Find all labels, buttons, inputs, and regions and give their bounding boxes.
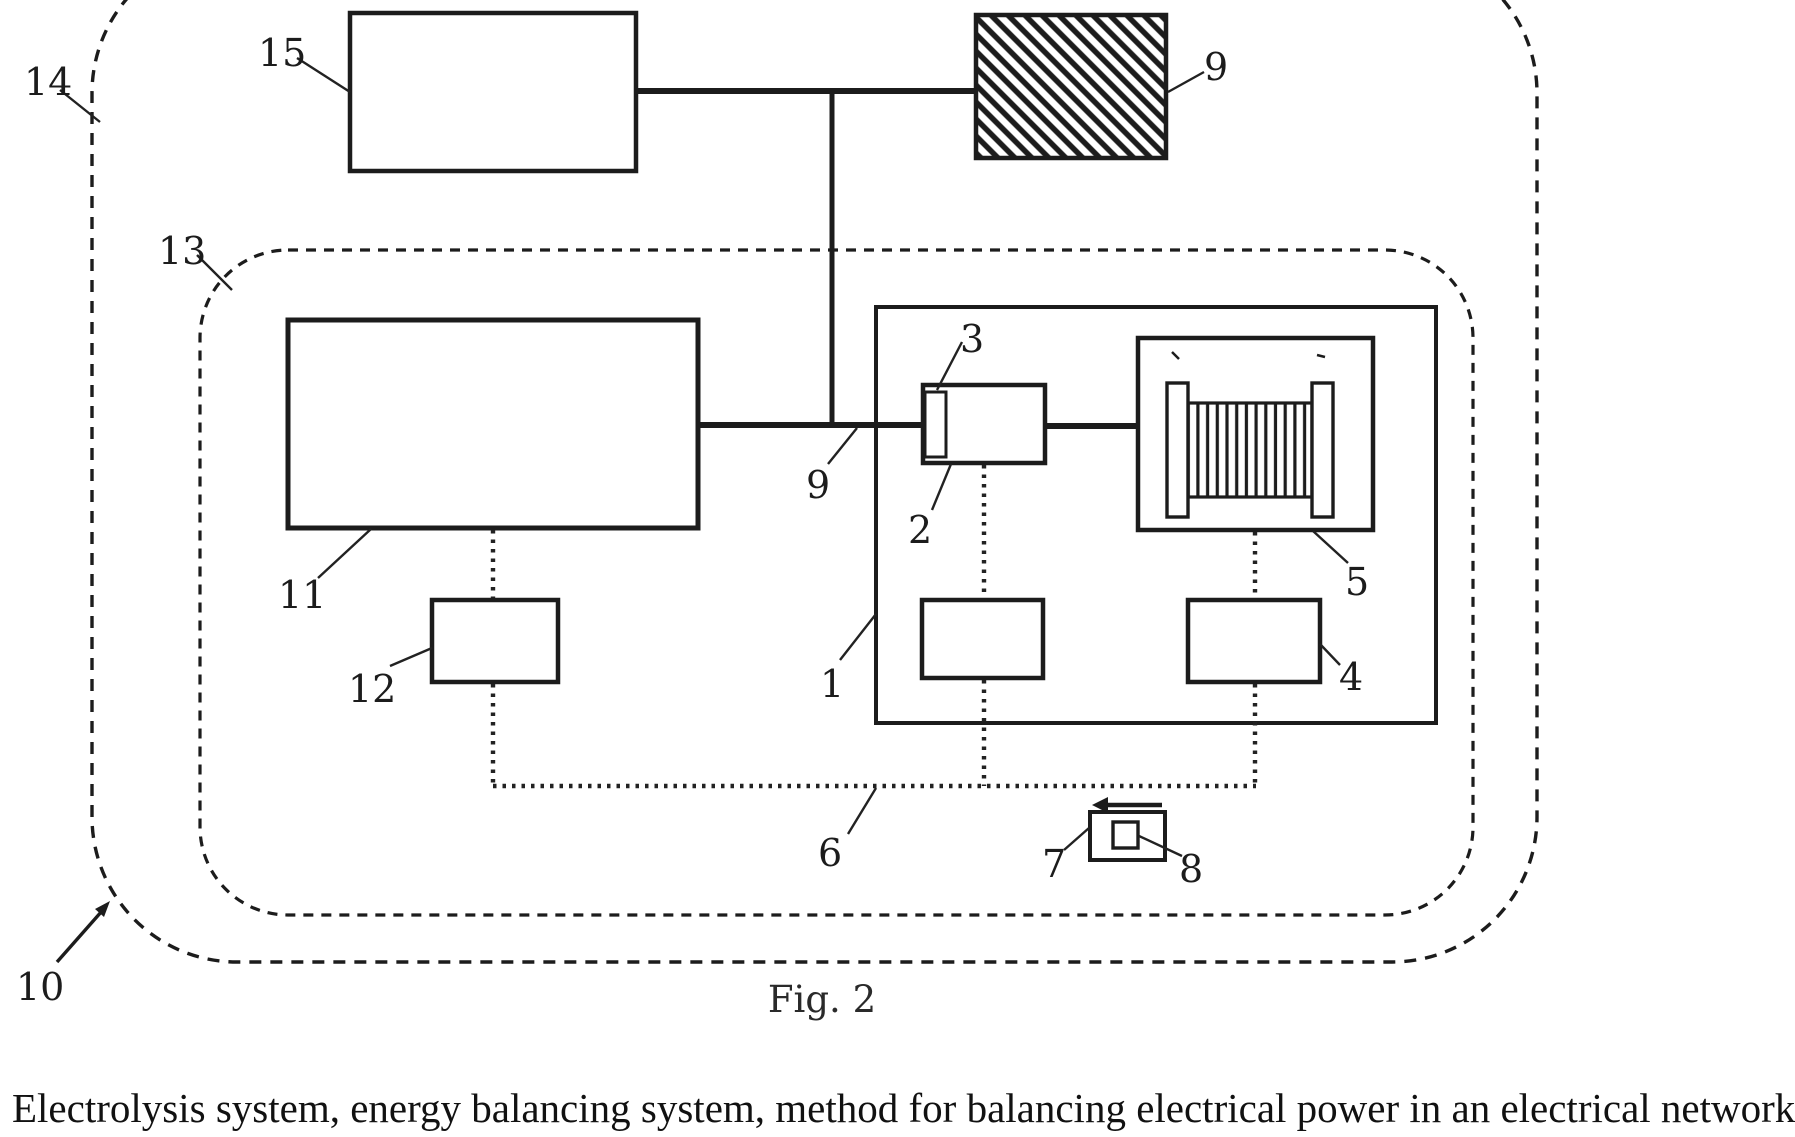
leader-9-top <box>1168 72 1204 92</box>
block-15 <box>350 13 636 171</box>
label-12: 12 <box>348 667 397 711</box>
label-8: 8 <box>1179 847 1204 891</box>
label-9-top: 9 <box>1204 45 1229 89</box>
label-13: 13 <box>158 229 207 273</box>
leader-6 <box>848 788 876 834</box>
label-2: 2 <box>908 508 933 552</box>
label-4: 4 <box>1339 655 1364 699</box>
sensor-group <box>1090 797 1165 860</box>
block-11 <box>288 320 698 528</box>
label-15: 15 <box>258 31 307 75</box>
leader-5 <box>1313 531 1348 563</box>
leader-7 <box>1064 828 1089 850</box>
grid-block-9 <box>976 15 1166 158</box>
coil-winding <box>1188 403 1312 497</box>
leader-11 <box>318 529 371 578</box>
control-block-4 <box>1188 600 1320 682</box>
label-14: 14 <box>24 60 73 104</box>
label-6: 6 <box>818 831 843 875</box>
sensor-inner-box-8 <box>1113 822 1138 848</box>
label-9-bus: 9 <box>806 463 831 507</box>
unit-inner-block <box>922 600 1043 678</box>
label-1: 1 <box>820 662 845 706</box>
label-10: 10 <box>16 965 65 1009</box>
converter-inner-rect-3 <box>925 392 946 457</box>
leader-1 <box>840 614 876 660</box>
leader-4 <box>1320 644 1340 665</box>
figure-caption: Fig. 2 <box>767 978 877 1021</box>
label-11: 11 <box>278 573 327 617</box>
coil-right-flange <box>1312 383 1333 517</box>
document-title: Electrolysis system, energy balancing system, method for balancing electrical power in an electrical network <box>12 1085 1795 1131</box>
arrow-10-line <box>57 911 102 962</box>
label-5: 5 <box>1345 560 1370 604</box>
leader-9-bus <box>828 428 857 464</box>
label-7: 7 <box>1042 842 1067 886</box>
coil-left-flange <box>1167 383 1188 517</box>
block-12 <box>432 600 558 682</box>
label-3: 3 <box>960 317 985 361</box>
leader-2 <box>932 464 951 510</box>
leader-12 <box>390 648 432 666</box>
arrow-10 <box>57 901 110 962</box>
